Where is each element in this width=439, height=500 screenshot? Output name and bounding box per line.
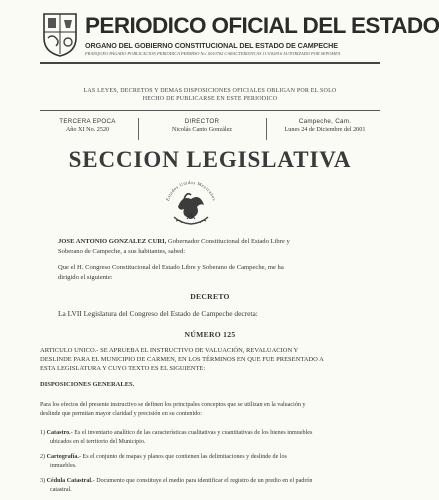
- item-definition-cont: ubicados en el territorio del Municipio.: [50, 439, 146, 445]
- congress-paragraph: [58, 263, 388, 283]
- congress-line-2: dirigido el siguiente:: [58, 274, 113, 281]
- issue-epoch: [40, 118, 135, 140]
- gazette-title: PERIODICO OFICIAL DEL ESTADO: [85, 13, 439, 38]
- issue-place-date: [270, 118, 380, 140]
- item-definition-cont: catastral.: [50, 487, 72, 493]
- intro-paragraph: [58, 237, 388, 257]
- item-number: 1): [40, 430, 46, 436]
- place-label: Campeche, Cam.: [298, 118, 352, 125]
- articulo-line-2: DESLINDE PARA EL MUNICIPIO DE CARMEN, EN LOS TÉRMINOS EN QUE FUE PRESENTADO A: [40, 356, 324, 363]
- header-rule: [40, 62, 380, 64]
- purpose-line-1: Para los efectos del presente instructivo se definen los principales conceptos que se utilizan en la valuación y: [40, 402, 306, 408]
- postage-note: FRANQUEO PAGADO PUBLICACION PERIODICA PERMISO No. 0010782 CARACTERISTICAS 113182816 AUTORIZADO POR SEPOMEX: [85, 51, 341, 56]
- item-term: Catastro.: [46, 430, 71, 436]
- item-term: Cédula Catastral.: [46, 478, 93, 484]
- epoch-value: Año XI No. 2520: [65, 125, 110, 133]
- disposiciones-heading: DISPOSICIONES GENERALES.: [40, 381, 135, 388]
- congress-line-1: Que el H. Congreso Constitucional del Estado Libre y Soberano de Campeche, me ha: [58, 264, 284, 271]
- legislatura-line: La LVII Legislatura del Congreso del Estado de Campeche decreta:: [58, 309, 258, 318]
- info-divider: [138, 118, 139, 140]
- definition-item: [40, 477, 385, 495]
- director-value: Nicolás Canto González: [171, 125, 233, 133]
- item-definition: - Es el inventario analítico de las características cualitativas y cuantitativas de los bienes inmuebles: [70, 430, 313, 436]
- legal-notice-line-1: LAS LEYES, DECRETOS Y DEMAS DISPOSICIONES OFICIALES OBLIGAN POR EL SOLO: [83, 88, 337, 94]
- item-definition: - Documento que constituye el medio para identificar el registro de un predio en el padrón: [92, 478, 313, 484]
- state-coat-of-arms-icon: [40, 12, 80, 58]
- item-term: Cartografía.: [46, 454, 79, 460]
- director-label: DIRECTOR: [184, 118, 220, 125]
- item-definition: - Es el conjunto de mapas y planos que contienen las delimitaciones y deslinde de los: [78, 454, 287, 460]
- articulo-unico: [40, 346, 385, 373]
- legal-notice: [40, 88, 380, 103]
- section-title: SECCION LEGISLATIVA: [68, 147, 352, 172]
- legal-rule: [40, 110, 380, 111]
- decreto-heading: DECRETO: [190, 292, 230, 301]
- issue-director: [142, 118, 262, 140]
- numero-heading: NÚMERO 125: [184, 330, 236, 339]
- item-number: 2): [40, 454, 46, 460]
- item-definition-cont: inmuebles.: [50, 463, 77, 469]
- purpose-line-2: deslinde que permitan mayor claridad y precisión en su contenido:: [40, 411, 202, 417]
- national-seal-icon: [160, 177, 222, 229]
- date-value: Lunes 24 de Diciembre del 2001: [284, 125, 366, 133]
- articulo-line-3: ESTA LEGISLATURA Y CUYO TEXTO ES EL SIGUIENTE:: [40, 365, 206, 372]
- gazette-subtitle: ORGANO DEL GOBIERNO CONSTITUCIONAL DEL ESTADO DE CAMPECHE: [85, 41, 338, 50]
- svg-text:Estados Unidos Mexicanos: [165, 180, 217, 201]
- info-divider: [266, 118, 267, 140]
- definition-item: [40, 429, 385, 447]
- purpose-paragraph: [40, 401, 385, 419]
- issue-info-bar: [40, 118, 380, 140]
- legal-notice-line-2: HECHO DE PUBLICARSE EN ESTE PERIODICO: [142, 95, 278, 102]
- articulo-line-1: ARTICULO UNICO.- SE APRUEBA EL INSTRUCTIVO DE VALUACIÓN, REVALUACION Y: [40, 347, 299, 354]
- definition-item: [40, 453, 385, 471]
- intro-line-2: Soberano de Campeche, a sus habitantes, sabed:: [58, 248, 186, 255]
- epoch-label: TERCERA EPOCA: [59, 118, 116, 125]
- seal-text: Estados Unidos Mexicanos: [164, 179, 218, 202]
- intro-text: Gobernador Constitucional del Estado Libre y: [166, 238, 290, 245]
- governor-name: JOSE ANTONIO GONZALEZ CURI,: [58, 238, 167, 245]
- item-number: 3): [40, 478, 46, 484]
